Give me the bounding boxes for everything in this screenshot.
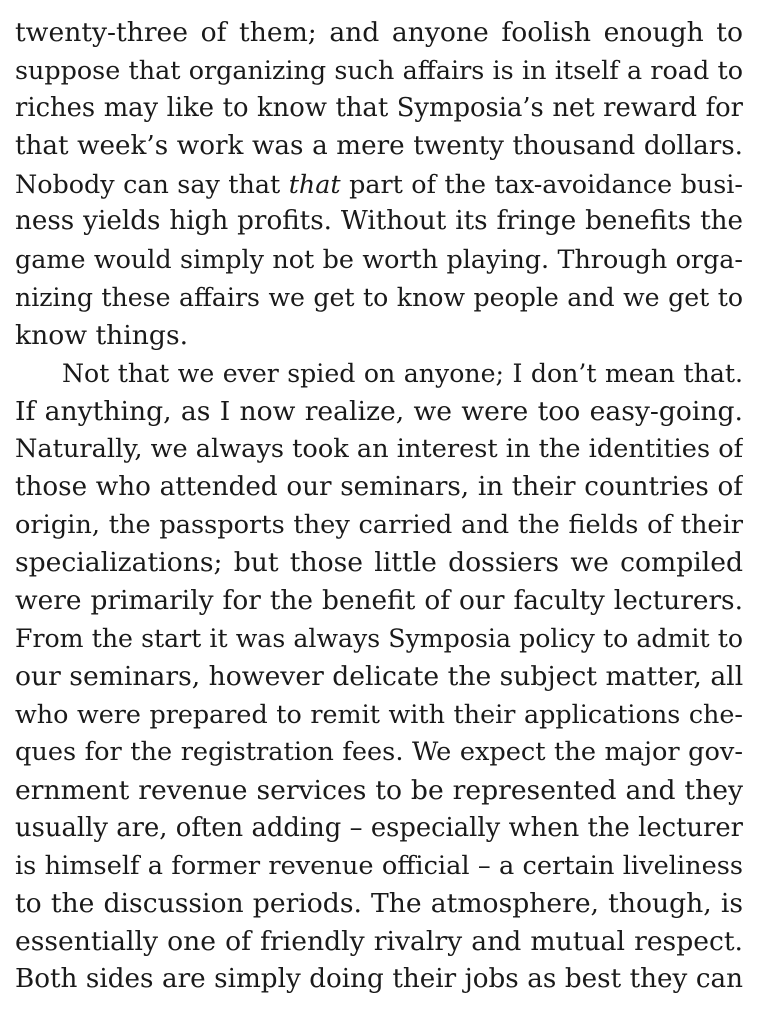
- text-line: is himself a former revenue official – a certain liveliness: [15, 850, 743, 881]
- text-line: Both sides are simply doing their jobs as best they can: [15, 964, 743, 995]
- text-line: know things.: [15, 320, 189, 352]
- text-segment: Nobody can say that: [15, 168, 289, 199]
- text-line: usually are, often adding – especially when the lecturer: [15, 812, 743, 843]
- text-line: twenty-three of them; and anyone foolish enough to: [15, 17, 743, 48]
- text-line: ernment revenue services to be represented and they: [15, 774, 743, 806]
- text-segment: part of the tax-avoidance busi-: [340, 168, 743, 199]
- text-line: origin, the passports they carried and the fields of their: [15, 509, 743, 540]
- text-line: specializations; but those little dossiers we compiled: [15, 547, 743, 579]
- text-line: Not that we ever spied on anyone; I don’t mean that.: [62, 359, 743, 389]
- text-line: game would simply not be worth playing. Through orga-: [15, 244, 743, 275]
- book-page: [15, 14, 743, 999]
- text-line: were primarily for the benefit of our faculty lecturers.: [15, 585, 743, 617]
- text-line: [15, 166, 743, 204]
- text-line: our seminars, however delicate the subject matter, all: [15, 661, 743, 693]
- text-line: ques for the registration fees. We expect the major gov-: [15, 736, 743, 767]
- text-line: those who attended our seminars, in their countries of: [15, 471, 743, 502]
- text-line: who were prepared to remit with their applications che-: [15, 699, 743, 730]
- paragraph-2: [15, 355, 743, 999]
- italic-emphasis: that: [288, 168, 341, 199]
- text-line: If anything, as I now realize, we were too easy-going.: [15, 395, 743, 427]
- text-line: to the discussion periods. The atmosphere, though, is: [15, 888, 743, 920]
- text-line: From the start it was always Symposia policy to admit to: [15, 624, 743, 654]
- text-line: nizing these affairs we get to know people and we get to: [15, 283, 743, 313]
- text-line: essentially one of friendly rivalry and mutual respect.: [15, 926, 743, 958]
- text-line: that week’s work was a mere twenty thousand dollars.: [15, 130, 743, 161]
- paragraph-1: [15, 14, 743, 355]
- text-line: riches may like to know that Symposia’s net reward for: [15, 92, 743, 123]
- text-line: Naturally, we always took an interest in the identities of: [15, 433, 743, 464]
- text-line: suppose that organizing such affairs is in itself a road to: [15, 54, 743, 85]
- text-line: ness yields high profits. Without its fringe benefits the: [15, 206, 743, 237]
